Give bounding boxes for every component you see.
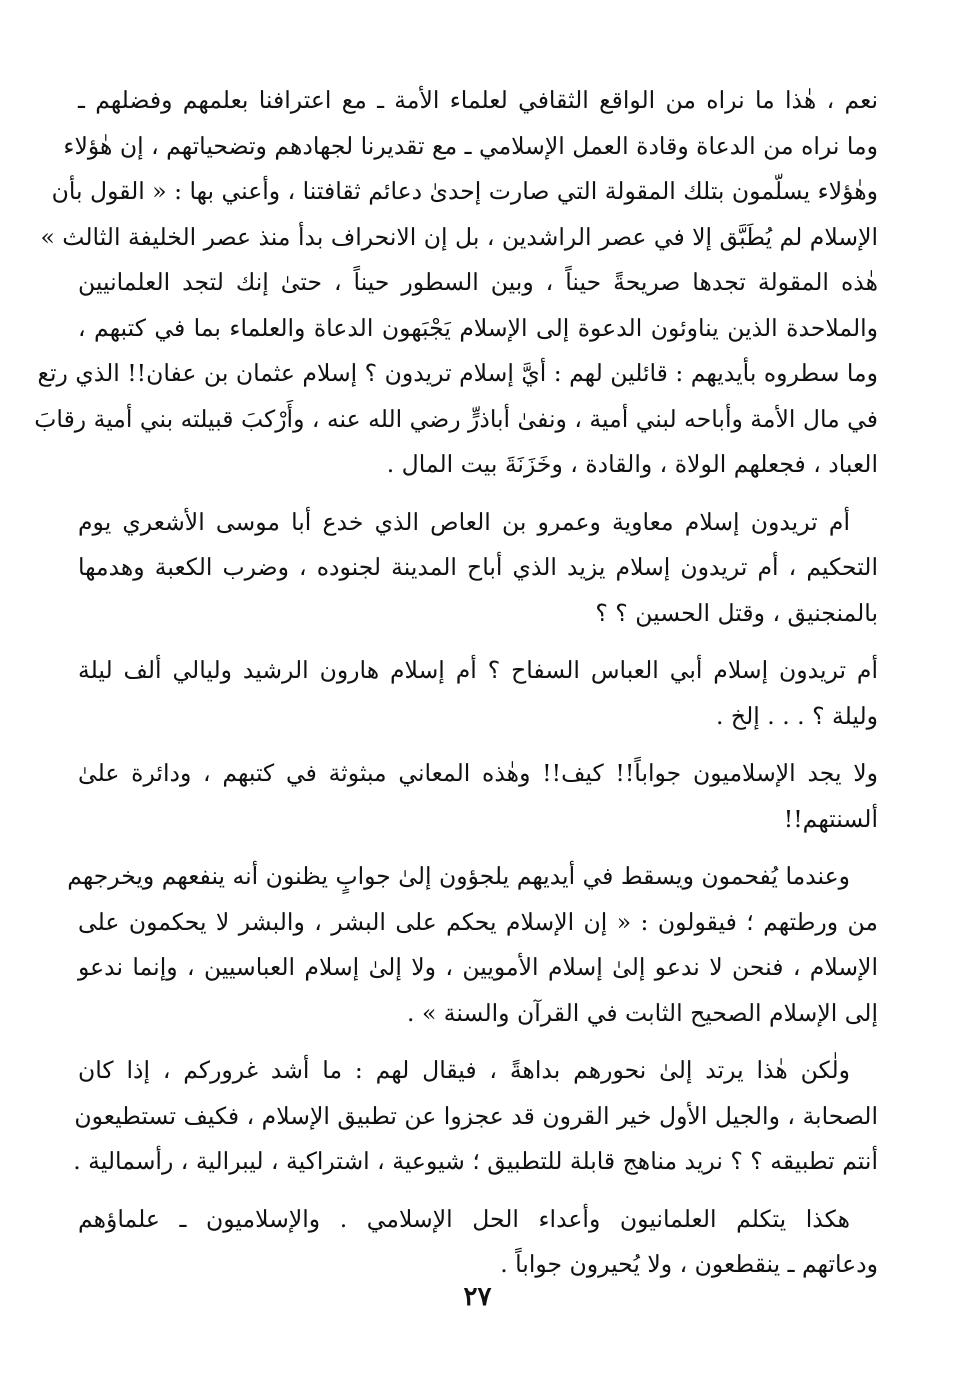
- text-line: الصحابة ، والجيل الأول خير القرون قد عجزوا عن تطبيق الإسلام ، فكيف تستطيعون: [74, 1101, 878, 1130]
- text-line: والملاحدة الذين يناوئون الدعوة إلى الإسلام يَجْبَهون الدعاة والعلماء بما في كتبهم ،: [78, 313, 878, 342]
- text-line: بالمنجنيق ، وقتل الحسين ؟ ؟: [595, 598, 878, 627]
- paragraph-4: [78, 751, 878, 842]
- text-line: أم تريدون إسلام أبي العباس السفاح ؟ أم إسلام هارون الرشيد وليالي ألف ليلة: [78, 656, 878, 684]
- text-line: هكذا يتكلم العلمانيون وأعداء الحل الإسلامي . والإسلاميون ـ علماؤهم: [78, 1204, 850, 1233]
- paragraph-1: [34, 78, 878, 488]
- text-line: العباد ، فجعلهم الولاة ، والقادة ، وخَزَنَةَ بيت المال .: [386, 450, 878, 478]
- text-line: نعم ، هٰذا ما نراه من الواقع الثقافي لعلماء الأمة ـ مع اعترافنا بعلمهم وفضلهم ـ: [78, 86, 878, 114]
- text-line: وما نراه من الدعاة وقادة العمل الإسلامي ـ مع تقديرنا لجهادهم وتضحياتهم ، إن هٰؤلاء: [63, 131, 878, 160]
- page-body: [34, 78, 878, 1300]
- paragraph-7: [78, 1197, 878, 1288]
- text-line: ألسنتهم!!: [783, 804, 878, 833]
- paragraph-2: [78, 500, 878, 637]
- page-number: ٢٧: [463, 1282, 492, 1312]
- paragraph-5: [67, 854, 878, 1036]
- paragraph-6: [73, 1048, 878, 1185]
- text-line: الإسلام لم يُطَبَّق إلا في عصر الراشدين ، بل إن الانحراف بدأ منذ عصر الخليفة الثالث »: [40, 222, 878, 251]
- text-line: ولا يجد الإسلاميون جواباً!! كيف!! وهٰذه المعاني مبثوثة في كتبهم ، ودائرة علىٰ: [78, 759, 878, 787]
- text-line: في مال الأمة وأباحه لبني أمية ، ونفىٰ أباذرٍّ رضي الله عنه ، وأَرْكبَ قبيلته بني أمية رقابَ: [34, 404, 878, 433]
- text-line: وهٰؤلاء يسلّمون بتلك المقولة التي صارت إحدىٰ دعائم ثقافتنا ، وأعني بها : « القول بأن: [51, 177, 878, 205]
- text-line: أنتم تطبيقه ؟ ؟ نريد مناهج قابلة للتطبيق ؛ شيوعية ، اشتراكية ، ليبرالية ، رأسمالية .: [73, 1147, 878, 1175]
- text-line: من ورطتهم ؛ فيقولون : « إن الإسلام يحكم على البشر ، والبشر لا يحكمون على: [78, 907, 878, 936]
- text-line: الإسلام ، فنحن لا ندعو إلىٰ إسلام الأمويين ، ولا إلىٰ إسلام العباسيين ، وإنما ندعو: [78, 953, 878, 981]
- text-line: أم تريدون إسلام معاوية وعمرو بن العاص الذي خدع أبا موسى الأشعري يوم: [78, 507, 850, 536]
- text-line: ودعاتهم ـ ينقطعون ، ولا يُحيرون جواباً .: [500, 1250, 878, 1278]
- text-line: ولٰكن هٰذا يرتد إلىٰ نحورهم بداهةً ، فيقال لهم : ما أشد غروركم ، إذا كان: [78, 1056, 850, 1084]
- paragraph-3: [78, 648, 878, 739]
- text-line: هٰذه المقولة تجدها صريحةً حيناً ، وبين السطور حيناً ، حتىٰ إنك لتجد العلمانيين: [78, 268, 878, 296]
- text-line: التحكيم ، أم تريدون إسلام يزيد الذي أباح المدينة لجنوده ، وضرب الكعبة وهدمها: [78, 553, 878, 581]
- text-line: وعندما يُفحمون ويسقط في أيديهم يلجؤون إلىٰ جوابٍ يظنون أنه ينفعهم ويخرجهم: [67, 862, 850, 890]
- text-line: وما سطروه بأيديهم : قائلين لهم : أيَّ إسلام تريدون ؟ إسلام عثمان بن عفان!! الذي رتع: [37, 359, 878, 387]
- text-line: إلى الإسلام الصحيح الثابت في القرآن والسنة » .: [407, 998, 878, 1027]
- text-line: وليلة ؟ . . . إلخ .: [715, 701, 878, 730]
